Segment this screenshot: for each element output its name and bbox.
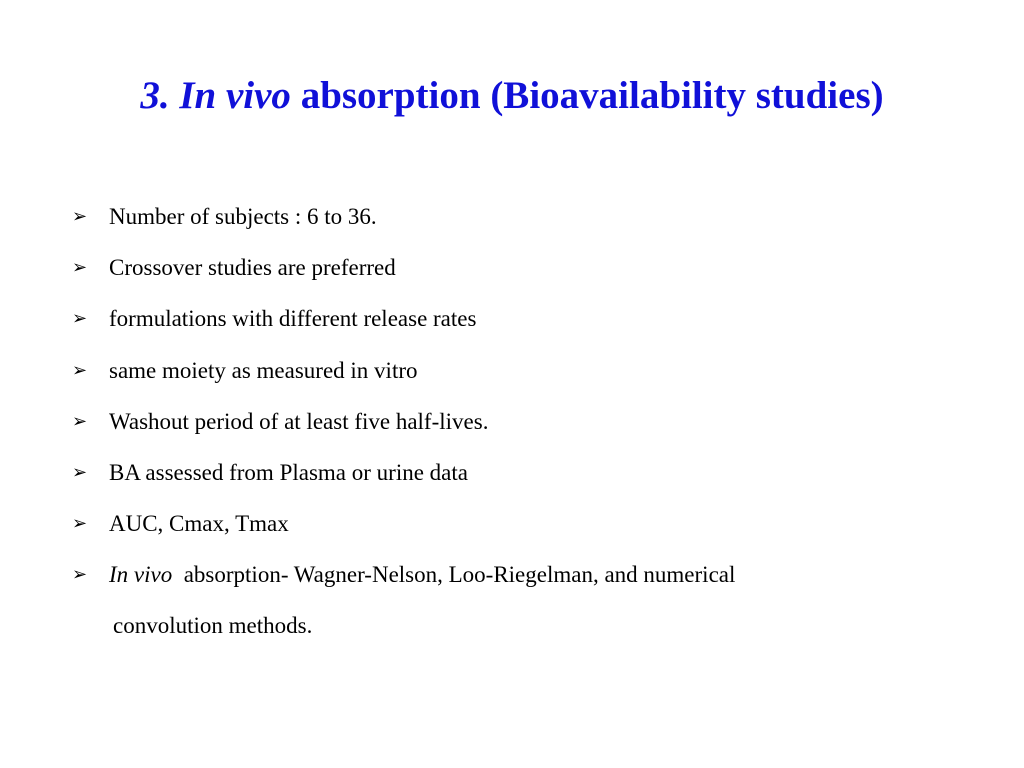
arrow-bullet-icon: ➢: [72, 257, 88, 279]
slide-title: [0, 70, 1024, 122]
bullet-text: Number of subjects : 6 to 36.: [109, 204, 377, 229]
bullet-list: [72, 196, 972, 658]
bullet-item: [72, 350, 972, 401]
bullet-item: [72, 554, 972, 658]
bullet-continuation: convolution methods.: [113, 613, 313, 639]
arrow-bullet-icon: ➢: [72, 359, 88, 381]
title-rest: absorption (Bioavailability studies): [300, 74, 884, 117]
bullet-item: [72, 298, 972, 349]
title-number: 3.: [140, 74, 170, 117]
bullet-item: [72, 247, 972, 298]
arrow-bullet-icon: ➢: [72, 513, 88, 535]
arrow-bullet-icon: ➢: [72, 461, 88, 483]
bullet-item: [72, 196, 972, 247]
bullet-italic: In vivo: [109, 562, 173, 588]
arrow-bullet-icon: ➢: [72, 308, 88, 330]
arrow-bullet-icon: ➢: [72, 206, 88, 227]
bullet-item: [72, 452, 972, 503]
bullet-text: [109, 554, 735, 596]
bullet-text: AUC, Cmax, Tmax: [109, 511, 289, 537]
bullet-item: [72, 503, 972, 554]
bullet-text: Washout period of at least five half-lives.: [109, 408, 489, 434]
bullet-text: BA assessed from Plasma or urine data: [109, 459, 468, 485]
bullet-text-rest: absorption- Wagner-Nelson, Loo-Riegelman, and numerical: [183, 562, 736, 588]
bullet-text: Crossover studies are preferred: [109, 255, 396, 281]
arrow-bullet-icon: ➢: [72, 410, 88, 432]
bullet-text: same moiety as measured in vitro: [109, 357, 418, 383]
bullet-text: formulations with different release rates: [109, 306, 477, 332]
title-italic: In vivo: [179, 74, 291, 117]
arrow-bullet-icon: ➢: [72, 564, 88, 586]
bullet-item: [72, 401, 972, 452]
